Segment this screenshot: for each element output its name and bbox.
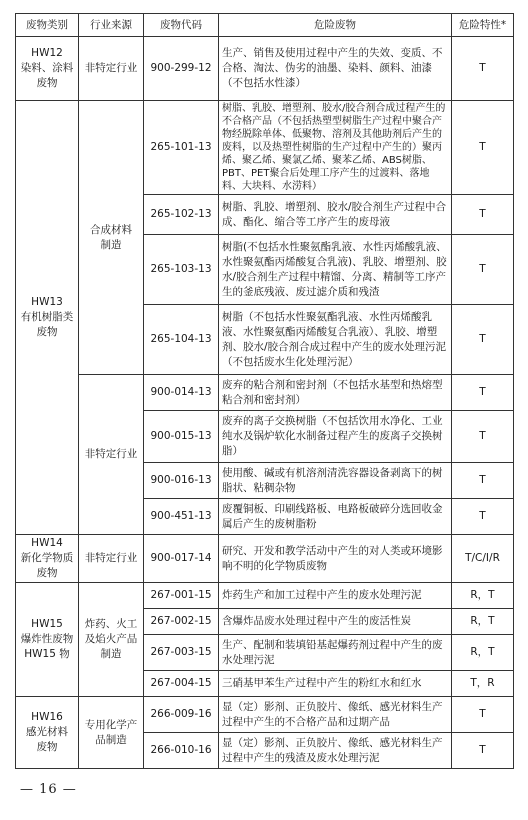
property-cell: T [452, 375, 514, 411]
header-category: 废物类别 [16, 14, 79, 37]
header-code: 废物代码 [144, 14, 219, 37]
waste-cell: 含爆炸品废水处理过程中产生的废活性炭 [219, 609, 452, 635]
code-cell: 267-001-15 [144, 583, 219, 609]
code-cell: 265-101-13 [144, 101, 219, 195]
waste-cell: 树脂、乳胶、增塑剂、胶水/胶合剂生产过程中合成、酯化、缩合等工序产生的废母液 [219, 195, 452, 235]
code-cell: 267-003-15 [144, 635, 219, 671]
source-cell: 炸药、火工 及焰火产品 制造 [79, 583, 144, 697]
table-row [16, 697, 514, 733]
source-cell: 非特定行业 [79, 375, 144, 535]
code-cell: 900-451-13 [144, 499, 219, 535]
property-cell: T [452, 463, 514, 499]
code-cell: 900-015-13 [144, 411, 219, 463]
code-cell: 265-104-13 [144, 305, 219, 375]
property-cell: R，T [452, 583, 514, 609]
waste-cell: 三硝基甲苯生产过程中产生的粉红水和红水 [219, 671, 452, 697]
waste-cell: 树脂（不包括水性聚氨酯乳液、水性丙烯酸乳液、水性聚氨酯丙烯酸复合乳液）、乳胶、增塑剂、胶水/胶合剂合成过程中产生的废水处理污泥（不包括废水生化处理污泥） [219, 305, 452, 375]
waste-cell: 树脂、乳胶、增塑剂、胶水/胶合剂合成过程产生的不合格产品（不包括热塑型树脂生产过程中聚合产物经脱除单体、低聚物、溶剂及其他助剂后产生的废料，以及热塑性树脂的生产过程中产生的）聚丙烯、聚乙烯、聚氯乙烯、聚苯乙烯、ABS树脂、PBT、PET聚合后处理工序产生的过渡料、落地料、大块料、水涝料） [219, 101, 452, 195]
source-cell: 非特定行业 [79, 535, 144, 583]
waste-cell: 显（定）影剂、正负胶片、像纸、感光材料生产过程中产生的残渣及废水处理污泥 [219, 733, 452, 769]
waste-cell: 使用酸、碱或有机溶剂清洗容器设备剥离下的树脂状、粘稠杂物 [219, 463, 452, 499]
code-cell: 267-004-15 [144, 671, 219, 697]
category-cell: HW16 感光材料 废物 [16, 697, 79, 769]
table-row [16, 101, 514, 195]
property-cell: T [452, 411, 514, 463]
code-cell: 267-002-15 [144, 609, 219, 635]
category-cell: HW12 染料、涂料 废物 [16, 37, 79, 101]
page-number: — 16 — [20, 782, 77, 797]
table-row [16, 375, 514, 411]
code-cell: 265-103-13 [144, 235, 219, 305]
category-cell: HW15 爆炸性废物 HW15 物 [16, 583, 79, 697]
category-cell: HW13 有机树脂类 废物 [16, 101, 79, 535]
property-cell: T [452, 305, 514, 375]
property-cell: T，R [452, 671, 514, 697]
property-cell: T [452, 499, 514, 535]
waste-cell: 废弃的离子交换树脂（不包括饮用水净化、工业纯水及锅炉软化水制备过程产生的废离子交换树脂） [219, 411, 452, 463]
waste-cell: 炸药生产和加工过程中产生的废水处理污泥 [219, 583, 452, 609]
source-cell: 非特定行业 [79, 37, 144, 101]
code-cell: 900-299-12 [144, 37, 219, 101]
property-cell: T [452, 235, 514, 305]
code-cell: 266-009-16 [144, 697, 219, 733]
property-cell: T [452, 697, 514, 733]
code-cell: 900-014-13 [144, 375, 219, 411]
table-row [16, 535, 514, 583]
waste-cell: 研究、开发和教学活动中产生的对人类或环境影响不明的化学物质废物 [219, 535, 452, 583]
header-waste: 危险废物 [219, 14, 452, 37]
property-cell: T [452, 195, 514, 235]
code-cell: 900-016-13 [144, 463, 219, 499]
waste-cell: 树脂(不包括水性聚氨酯乳液、水性丙烯酸乳液、水性聚氨酯丙烯酸复合乳液)、乳胶、增塑剂、胶水/胶合剂生产过程中精馏、分离、精制等工序产生的釜底残液、废过滤介质和残渣 [219, 235, 452, 305]
waste-cell: 废弃的粘合剂和密封剂（不包括水基型和热熔型粘合剂和密封剂） [219, 375, 452, 411]
waste-cell: 生产、销售及使用过程中产生的失效、变质、不合格、淘汰、伪劣的油墨、染料、颜料、油漆（不包括水性漆） [219, 37, 452, 101]
table-header-row [16, 14, 514, 37]
source-cell: 合成材料 制造 [79, 101, 144, 375]
code-cell: 265-102-13 [144, 195, 219, 235]
table-row [16, 37, 514, 101]
header-source: 行业来源 [79, 14, 144, 37]
hazardous-waste-table [15, 13, 514, 769]
header-property: 危险特性* [452, 14, 514, 37]
property-cell: T [452, 37, 514, 101]
code-cell: 266-010-16 [144, 733, 219, 769]
table-row [16, 583, 514, 609]
waste-cell: 废覆铜板、印刷线路板、电路板破碎分选回收金属后产生的废树脂粉 [219, 499, 452, 535]
category-cell: HW14 新化学物质 废物 [16, 535, 79, 583]
code-cell: 900-017-14 [144, 535, 219, 583]
waste-cell: 生产、配制和装填铅基起爆药剂过程中产生的废水处理污泥 [219, 635, 452, 671]
property-cell: T [452, 733, 514, 769]
property-cell: R，T [452, 609, 514, 635]
property-cell: T/C/I/R [452, 535, 514, 583]
property-cell: R，T [452, 635, 514, 671]
property-cell: T [452, 101, 514, 195]
waste-cell: 显（定）影剂、正负胶片、像纸、感光材料生产过程中产生的不合格产品和过期产品 [219, 697, 452, 733]
source-cell: 专用化学产 品制造 [79, 697, 144, 769]
